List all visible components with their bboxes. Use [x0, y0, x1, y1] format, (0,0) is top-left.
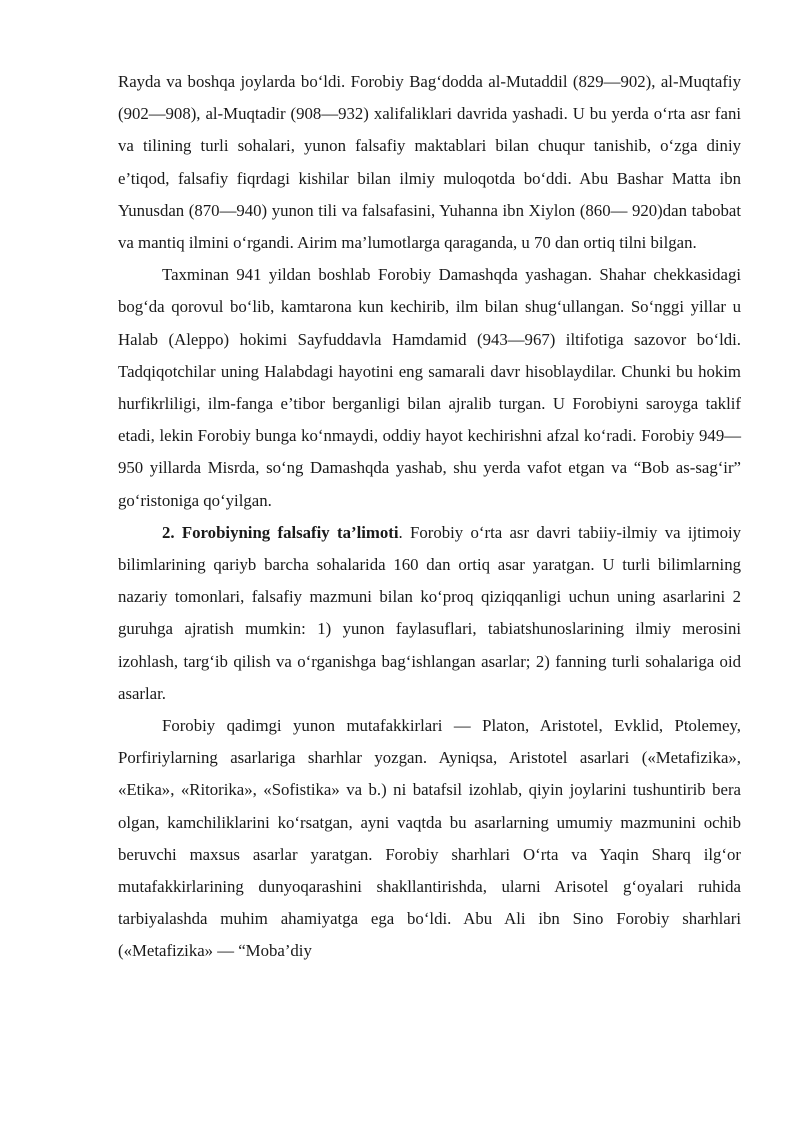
paragraph-1-text: Rayda va boshqa joylarda bo‘ldi. Forobiy Bag‘dodda al-Mutaddil (829—902), al-Muqtafiy (902—908), al-Muqtadir (908—932) xalifaliklari davrida yashadi. U bu yerda o‘rta asr fani va tilining turli sohalari, yunon falsafiy maktablari bilan chuqur tanishib, o‘zga diniy e’tiqod, falsafiy fiqrdagi kishilar bilan ilmiy muloqotda bo‘ddi. Abu Bashar Matta ibn Yunusdan (870—940) yunon tili va falsafasini, Yuhanna ibn Xiylon (860— 920)dan tabobat va mantiq ilmini o‘rgandi. Airim ma’lumotlarga qaraganda, u 70 dan ortiq tilni bilgan.	[118, 72, 741, 253]
paragraph-1	[118, 66, 741, 259]
paragraph-4	[118, 710, 741, 968]
paragraph-2-text: Taxminan 941 yildan boshlab Forobiy Damashqda yashagan. Shahar chekkasidagi bog‘da qorovul bo‘lib, kamtarona kun kechirib, ilm bilan shug‘ullangan. So‘nggi yillar u Halab (Aleppo) hokimi Sayfuddavla Hamdamid (943—967) iltifotiga sazovor bo‘ldi. Tadqiqotchilar uning Halabdagi hayotini eng samarali davr hisoblaydilar. Chunki bu hokim hurfikrliligi, ilm-fanga e’tibor berganligi bilan ajralib turgan. U Forobiyni saroyga taklif etadi, lekin Forobiy bunga ko‘nmaydi, oddiy hayot kechirishni afzal ko‘radi. Forobiy 949—950 yillarda Misrda, so‘ng Damashqda yashab, shu yerda vafot etgan va “Bob as-sag‘ir” go‘ristoniga qo‘yilgan.	[118, 265, 741, 510]
document-page	[118, 66, 741, 968]
paragraph-3-text: . Forobiy o‘rta asr davri tabiiy-ilmiy va ijtimoiy bilimlarining qariyb barcha sohalarida 160 dan ortiq asar yaratgan. U turli bilimlarning nazariy tomonlari, falsafiy mazmuni bilan ko‘proq qiziqqanligi uchun uning asarlarini 2 guruhga ajratish mumkin: 1) yunon faylasuflari, tabiatshunoslarining ilmiy merosini izohlash, targ‘ib qilish va o‘rganishga bag‘ishlangan asarlar; 2) fanning turli sohalariga oid asarlar.	[118, 522, 742, 703]
paragraph-3	[118, 517, 741, 710]
paragraph-2	[118, 259, 741, 517]
section-heading: 2. Forobiyning falsafiy ta’limoti	[162, 522, 399, 542]
paragraph-4-text: Forobiy qadimgi yunon mutafakkirlari — Platon, Aristotel, Evklid, Ptolemey, Porfiriylarning asarlariga sharhlar yozgan. Ayniqsa, Aristotel asarlari («Metafizika», «Etika», «Ritorika», «Sofistika» va b.) ni batafsil izohlab, qiyin joylarini tushuntirib bera olgan, kamchiliklarini ko‘rsatgan, ayni vaqtda bu asarlarning umumiy mazmunini ochib beruvchi maxsus asarlar yaratgan. Forobiy sharhlari O‘rta va Yaqin Sharq ilg‘or mutafakkirlarining dunyoqarashini shakllantirishda, ularni Arisotel g‘oyalari ruhida tarbiyalashda muhim ahamiyatga ega bo‘ldi. Abu Ali ibn Sino Forobiy sharhlari («Metafizika» — “Moba’diy	[118, 716, 741, 961]
